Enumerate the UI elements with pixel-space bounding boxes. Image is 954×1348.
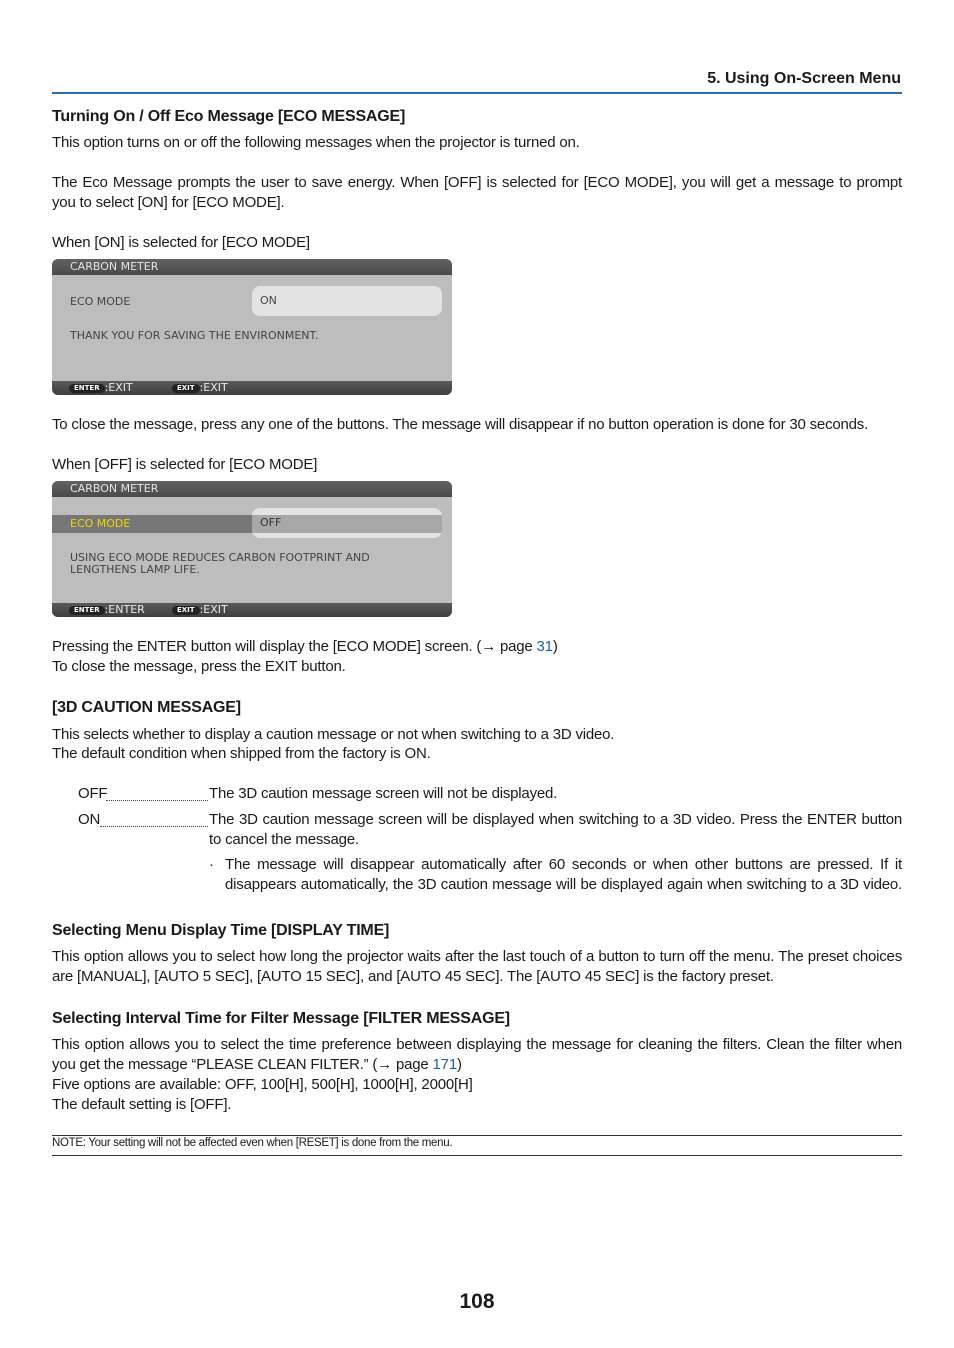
filter-text-post: ) [456,1056,462,1073]
enter-action: :ENTER [104,603,145,616]
caution-off-desc: The 3D caution message screen will not be displayed. [209,785,558,802]
leader-dots [100,813,208,827]
page-171-link[interactable]: 171 [432,1056,457,1073]
filter-options: Five options are available: OFF, 100[H], 500[H], 1000[H], 2000[H] [52,1076,473,1093]
eco-mode-label: ECO MODE [70,517,131,530]
caution-on-desc-2: to cancel the message. [209,831,359,848]
eco-mode-value: OFF [252,508,442,538]
page-number: 108 [459,1290,495,1313]
caution-heading: [3D CAUTION MESSAGE] [52,699,241,716]
exit-button-text: To close the message, press the EXIT button. [52,658,346,675]
osd-footer [52,381,452,395]
eco-message-description: The Eco Message prompts the user to save energy. When [OFF] is selected for [ECO MODE], you will get a message to prompt you to select [ON] for [ECO MODE]. [52,174,902,211]
exit-action: :EXIT [199,603,228,616]
enter-text-post: ) [552,638,558,655]
display-time-desc: This option allows you to select how long the projector waits after the last touch of a button to turn off the menu. The preset choices are [MANUAL], [AUTO 5 SEC], [AUTO 15 SEC], and [AUTO 45 SEC]. The [AUTO 45 SEC] is the factory preset. [52,948,902,985]
caution-bullet-1: The message will disappear automatically after 60 seconds or when other buttons are pressed. If it [225,856,902,873]
osd-message-line-2: LENGTHENS LAMP LIFE. [70,563,200,576]
osd-footer [52,603,452,617]
eco-message-heading: Turning On / Off Eco Message [ECO MESSAGE] [52,108,406,125]
enter-text-pre: Pressing the ENTER button will display the [ECO MODE] screen. (→ page [52,638,537,655]
header-rule [52,92,902,94]
osd-message-line-1: USING ECO MODE REDUCES CARBON FOOTPRINT AND [70,551,370,564]
page-31-link[interactable]: 31 [536,638,553,655]
enter-button-text [52,637,558,657]
carbon-meter-on-screen [52,259,452,395]
caution-p1: This selects whether to display a caution message or not when switching to a 3D video. [52,726,615,743]
exit-action: :EXIT [199,381,228,394]
leader-dots [106,787,208,801]
caution-bullet-2: disappears automatically, the 3D caution message will be displayed again when switching to a 3D video. [225,876,902,893]
caution-off-label: OFF [78,785,108,802]
display-time-heading: Selecting Menu Display Time [DISPLAY TIME] [52,922,390,939]
close-message-text: To close the message, press any one of the buttons. The message will disappear if no button operation is done for 30 seconds. [52,416,869,433]
eco-mode-value: ON [252,286,442,316]
caution-on-desc-1: The 3D caution message screen will be displayed when switching to a 3D video. Press the ENTER button [209,811,902,828]
filter-text-pre: This option allows you to select the time preference between displaying the message for cleaning the filters. Clean the filter when you get the message “PLEASE CLEAN FILTER.” (→ page [52,1036,902,1073]
enter-key-icon: ENTER [69,384,105,393]
enter-action: :EXIT [104,381,133,394]
eco-off-caption: When [OFF] is selected for [ECO MODE] [52,456,318,473]
filter-message-desc [52,1035,902,1075]
bullet-mark: · [209,856,214,873]
caution-on-label: ON [78,811,101,828]
filter-message-heading: Selecting Interval Time for Filter Message [FILTER MESSAGE] [52,1010,510,1027]
osd-title: CARBON METER [52,481,452,497]
eco-mode-label: ECO MODE [70,295,131,308]
caution-p2: The default condition when shipped from the factory is ON. [52,745,431,762]
osd-title: CARBON METER [52,259,452,275]
eco-on-caption: When [ON] is selected for [ECO MODE] [52,234,310,251]
chapter-title: 5. Using On-Screen Menu [707,70,901,87]
note-text: NOTE: Your setting will not be affected even when [RESET] is done from the menu. [52,1137,453,1149]
enter-key-icon: ENTER [69,606,105,615]
eco-message-intro: This option turns on or off the following messages when the projector is turned on. [52,134,580,151]
carbon-meter-off-screen [52,481,452,617]
exit-key-icon: EXIT [172,384,200,393]
exit-key-icon: EXIT [172,606,200,615]
filter-default: The default setting is [OFF]. [52,1096,232,1113]
osd-message: THANK YOU FOR SAVING THE ENVIRONMENT. [70,329,319,342]
